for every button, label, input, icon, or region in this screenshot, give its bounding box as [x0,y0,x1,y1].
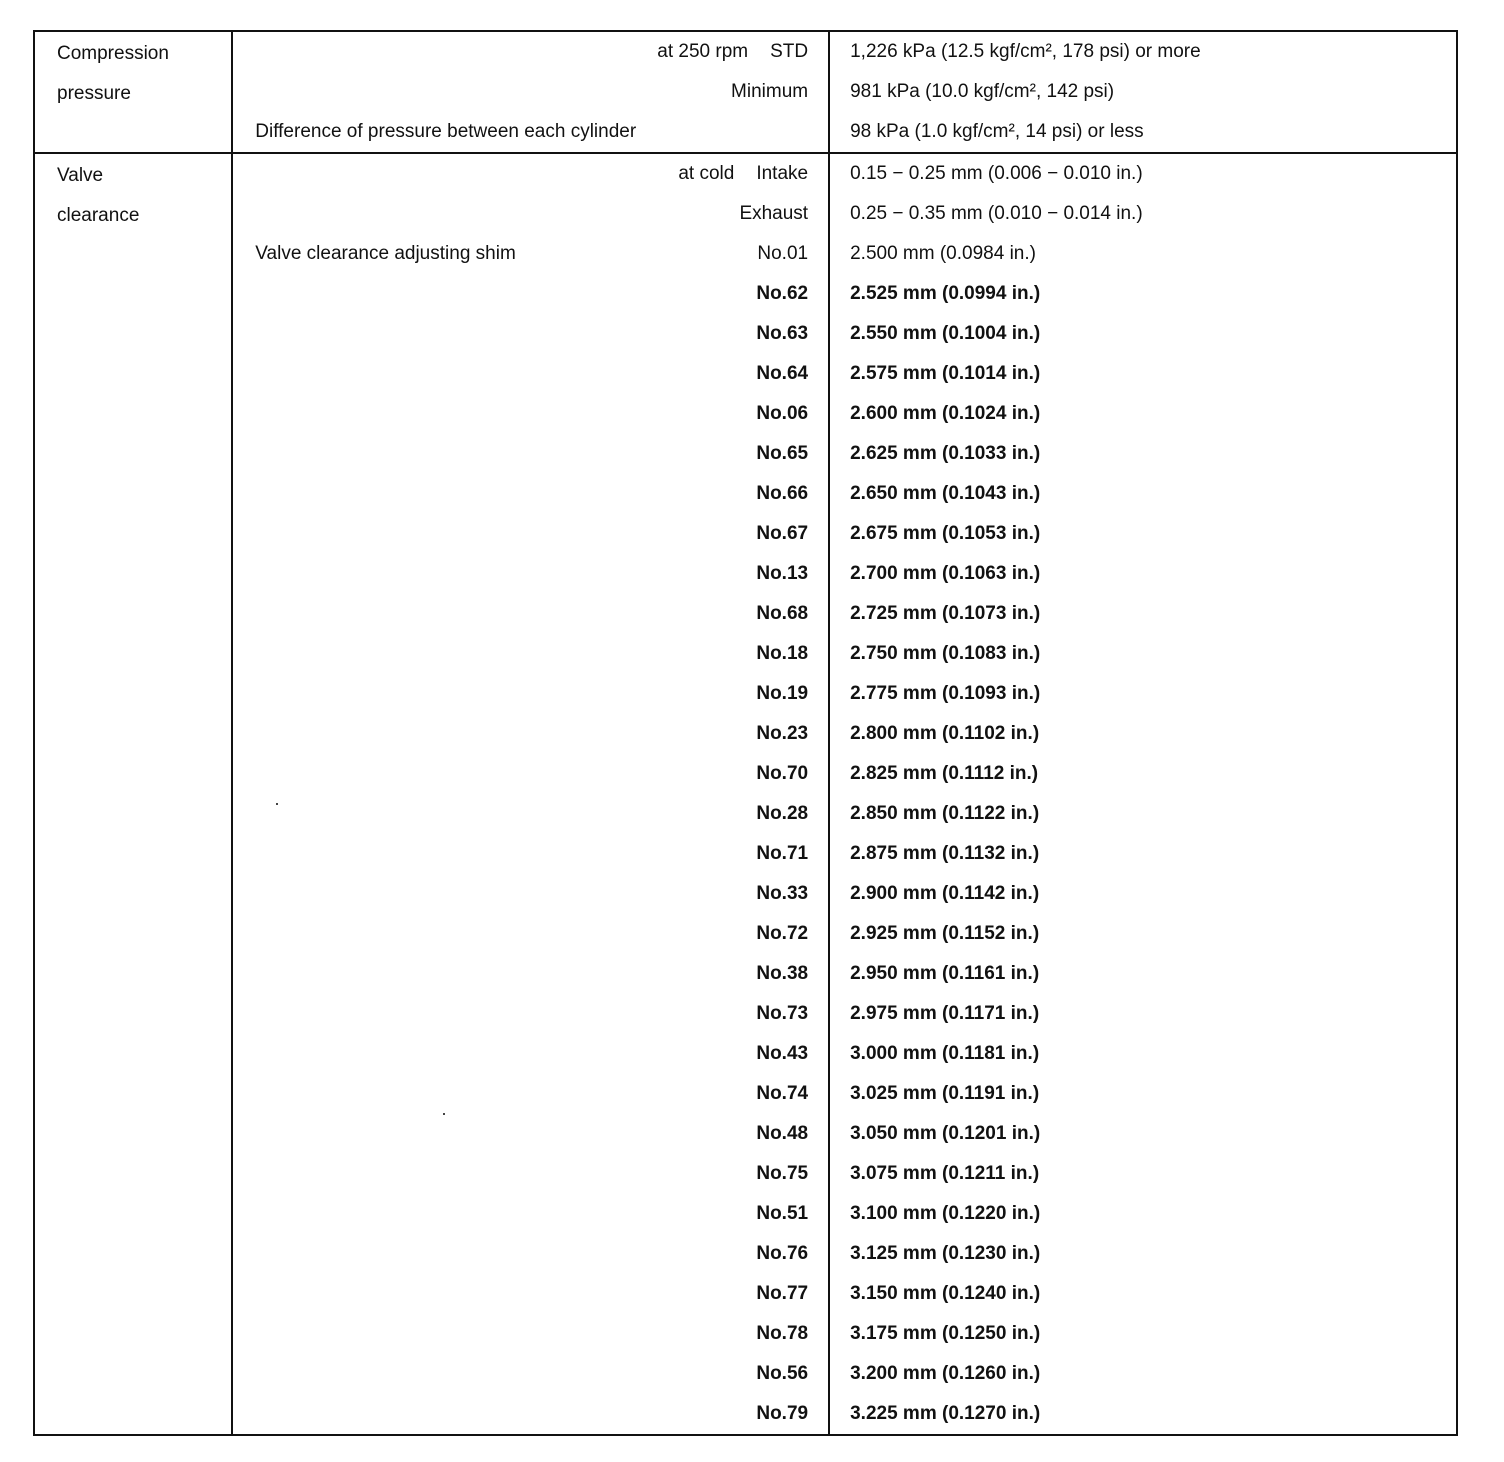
shim-number: No.28 [756,803,809,824]
shim-condition-line [233,1354,828,1394]
shim-number: No.68 [756,603,809,624]
shim-value: 2.850 mm (0.1122 in.) [850,803,1040,824]
shim-value: 2.900 mm (0.1142 in.) [850,883,1040,904]
shim-number: No.23 [756,723,809,744]
shim-condition-line [233,1154,828,1194]
shim-condition-line [233,474,828,514]
shim-condition-line [233,834,828,874]
shim-condition-line [233,1034,828,1074]
shim-condition-line [233,554,828,594]
shim-value: 2.950 mm (0.1161 in.) [850,963,1040,984]
valve-condition-cell [232,153,829,1435]
shim-value: 3.200 mm (0.1260 in.) [850,1363,1041,1384]
shim-number: No.79 [756,1403,809,1424]
shim-value: 3.175 mm (0.1250 in.) [850,1323,1041,1344]
shim-value: 3.050 mm (0.1201 in.) [850,1123,1041,1144]
shim-number: No.64 [756,363,809,384]
compression-item-cell [34,31,232,153]
shim-number: No.51 [756,1203,809,1224]
spec-table [33,30,1458,1436]
shim-value: 3.150 mm (0.1240 in.) [850,1283,1041,1304]
shim-number: No.18 [756,643,809,664]
shim-condition-line [233,1314,828,1354]
shim-value: 2.975 mm (0.1171 in.) [850,1003,1040,1024]
compression-condition-cell [232,31,829,153]
exhaust-value: 0.25 − 0.35 mm (0.010 − 0.014 in.) [850,203,1143,224]
shim-number: No.63 [756,323,809,344]
shim-condition-line [233,794,828,834]
shim-number: No.76 [756,1243,809,1264]
shim-condition-line [233,1274,828,1314]
exhaust-condition-line [233,194,828,234]
diff-condition-line [233,112,828,152]
shim-number: No.71 [756,843,809,864]
std-condition: at 250 rpm [657,41,749,62]
shim-condition-line [233,1074,828,1114]
shim-condition-line [233,914,828,954]
diff-value: 98 kPa (1.0 kgf/cm², 14 psi) or less [850,121,1144,142]
shim-number: No.48 [756,1123,809,1144]
shim-condition-line [233,1394,828,1434]
shim-value: 2.625 mm (0.1033 in.) [850,443,1041,464]
shim-number: No.38 [756,963,809,984]
shim-label: Valve clearance adjusting shim [255,243,516,264]
exhaust-label: Exhaust [739,203,809,224]
diff-label: Difference of pressure between each cylinder [255,121,637,142]
shim-condition-line [233,954,828,994]
shim-condition-line [233,434,828,474]
shim-number: No.74 [756,1083,809,1104]
shim-value: 2.575 mm (0.1014 in.) [850,363,1041,384]
compression-spec-cell [829,31,1457,153]
shim-condition-line [233,1194,828,1234]
shim-value: 2.750 mm (0.1083 in.) [850,643,1041,664]
shim-condition-line [233,394,828,434]
cold-condition: at cold [678,163,735,184]
shim-value: 2.700 mm (0.1063 in.) [850,563,1041,584]
shim-condition-line [233,1234,828,1274]
shim-number: No.43 [756,1043,809,1064]
shim-value: 3.000 mm (0.1181 in.) [850,1043,1040,1064]
std-value: 1,226 kPa (12.5 kgf/cm², 178 psi) or more [850,41,1201,62]
shim-number: No.66 [756,483,809,504]
shim-condition-line [233,514,828,554]
shim-number: No.67 [756,523,809,544]
shim-number: No.78 [756,1323,809,1344]
shim-number: No.75 [756,1163,809,1184]
shim-value: 3.225 mm (0.1270 in.) [850,1403,1041,1424]
shim-condition-line [233,994,828,1034]
min-label: Minimum [731,81,809,102]
shim-condition-line [233,874,828,914]
scan-speck [276,803,278,805]
valve-item-cell [34,153,232,1435]
intake-condition-line [233,154,828,194]
compression-row [34,31,1457,153]
shim-value: 3.075 mm (0.1211 in.) [850,1163,1040,1184]
shim-value: 2.800 mm (0.1102 in.) [850,723,1040,744]
shim-value: 3.100 mm (0.1220 in.) [850,1203,1041,1224]
shim-condition-line [233,234,828,274]
shim-condition-line [233,634,828,674]
min-condition-line [233,72,828,112]
shim-condition-line [233,1114,828,1154]
compression-label: Compression pressure [57,43,169,104]
shim-number: No.19 [756,683,809,704]
std-condition-line [233,32,828,72]
shim-value: 2.500 mm (0.0984 in.) [850,243,1036,264]
valve-spec-cell [829,153,1457,1435]
shim-value: 2.725 mm (0.1073 in.) [850,603,1041,624]
shim-condition-line [233,674,828,714]
shim-condition-line [233,754,828,794]
shim-value: 2.525 mm (0.0994 in.) [850,283,1041,304]
shim-condition-line [233,354,828,394]
shim-value: 3.025 mm (0.1191 in.) [850,1083,1040,1104]
min-value: 981 kPa (10.0 kgf/cm², 142 psi) [850,81,1115,102]
shim-value: 2.675 mm (0.1053 in.) [850,523,1041,544]
intake-value: 0.15 − 0.25 mm (0.006 − 0.010 in.) [850,163,1143,184]
std-label: STD [770,41,809,62]
shim-number: No.33 [756,883,809,904]
valve-label: Valve clearance [57,165,140,226]
shim-number: No.70 [756,763,809,784]
intake-label: Intake [756,163,809,184]
shim-condition-line [233,714,828,754]
shim-value: 2.600 mm (0.1024 in.) [850,403,1041,424]
shim-condition-line [233,314,828,354]
shim-value: 2.925 mm (0.1152 in.) [850,923,1040,944]
shim-number: No.73 [756,1003,809,1024]
shim-value: 2.550 mm (0.1004 in.) [850,323,1041,344]
shim-condition-line [233,274,828,314]
shim-value: 3.125 mm (0.1230 in.) [850,1243,1041,1264]
shim-number: No.77 [756,1283,809,1304]
shim-number: No.06 [756,403,809,424]
shim-number: No.72 [756,923,809,944]
shim-number: No.65 [756,443,809,464]
shim-condition-line [233,594,828,634]
shim-number: No.56 [756,1363,809,1384]
shim-number: No.01 [757,243,809,264]
scan-speck [443,1113,445,1115]
shim-value: 2.775 mm (0.1093 in.) [850,683,1041,704]
shim-number: No.62 [756,283,809,304]
shim-value: 2.825 mm (0.1112 in.) [850,763,1039,784]
shim-value: 2.875 mm (0.1132 in.) [850,843,1040,864]
shim-value: 2.650 mm (0.1043 in.) [850,483,1041,504]
shim-number: No.13 [756,563,809,584]
valve-row [34,153,1457,1435]
